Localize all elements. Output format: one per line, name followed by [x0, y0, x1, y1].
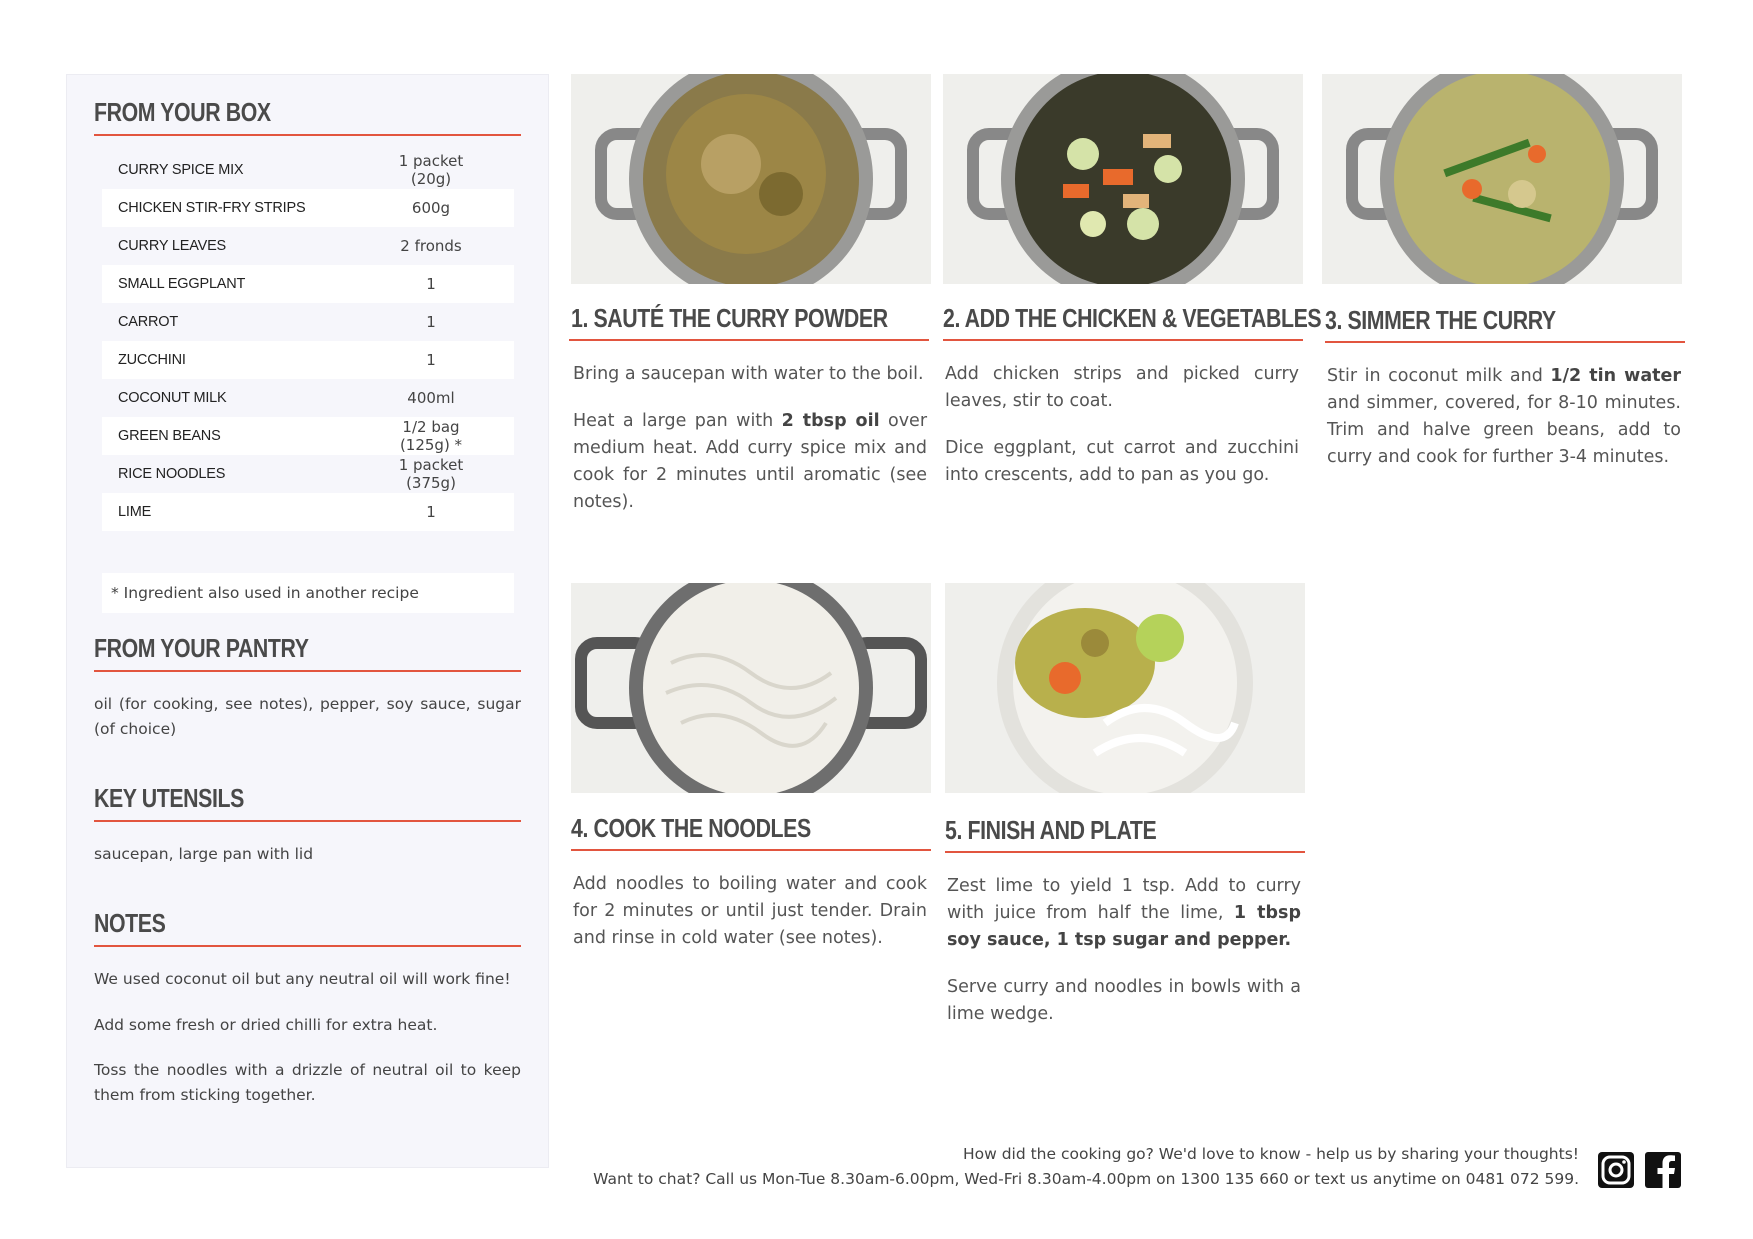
step-5-title: 5. FINISH AND PLATE	[945, 815, 1157, 845]
ingredient-qty: 1	[426, 313, 436, 331]
note-item: Toss the noodles with a drizzle of neutral oil to keep them from sticking together.	[94, 1061, 521, 1104]
step-5-body	[947, 873, 1301, 1048]
step-4-title: 4. COOK THE NOODLES	[571, 813, 811, 843]
step-3-title: 3. SIMMER THE CURRY	[1325, 305, 1556, 335]
step-rule	[1325, 341, 1685, 343]
note-item: We used coconut oil but any neutral oil will work fine!	[94, 970, 511, 988]
step-2-title: 2. ADD THE CHICKEN & VEGETABLES	[943, 303, 1322, 333]
step-3-photo	[1322, 74, 1682, 284]
step-3-body	[1327, 363, 1681, 491]
ingredient-row	[102, 417, 514, 455]
section-rule	[94, 670, 521, 672]
ingredient-row	[102, 151, 514, 189]
step-2-photo	[943, 74, 1303, 284]
text-run: Zest lime to yield 1 tsp. Add to curry with juice from half the lime,	[947, 876, 1301, 923]
from-your-pantry-title: FROM YOUR PANTRY	[94, 633, 309, 663]
section-rule	[94, 820, 521, 822]
note-item: Add some fresh or dried chilli for extra heat.	[94, 1016, 438, 1034]
ingredient-qty: 1	[426, 275, 436, 293]
step-2-body	[945, 361, 1299, 509]
ingredient-name: CHICKEN STIR-FRY STRIPS	[118, 200, 306, 216]
instagram-icon[interactable]	[1598, 1152, 1634, 1188]
ingredient-name: ZUCCHINI	[118, 352, 186, 368]
ingredient-qty: 1	[426, 351, 436, 369]
ingredient-row	[102, 265, 514, 303]
ingredient-name: COCONUT MILK	[118, 390, 227, 406]
step-4-paragraph: Add noodles to boiling water and cook for 2 minutes or until just tender. Drain and rinse in cold water (see notes).	[573, 874, 927, 948]
ingredient-row	[102, 379, 514, 417]
step-2-paragraph: Dice eggplant, cut carrot and zucchini into crescents, add to pan as you go.	[945, 438, 1299, 485]
key-utensils-title: KEY UTENSILS	[94, 783, 244, 813]
section-rule	[94, 945, 521, 947]
ingredients-panel	[66, 74, 549, 1168]
contact-text: Want to chat? Call us Mon-Tue 8.30am-6.00pm, Wed-Fri 8.30am-4.00pm on 1300 135 660 or text us anytime on 0481 072 599.	[593, 1170, 1579, 1188]
step-rule	[943, 339, 1303, 341]
ingredient-row	[102, 227, 514, 265]
ingredient-row	[102, 189, 514, 227]
step-5-paragraph: Serve curry and noodles in bowls with a lime wedge.	[947, 977, 1301, 1024]
ingredient-qty: 400ml	[407, 389, 455, 407]
notes-title: NOTES	[94, 908, 166, 938]
ingredient-row	[102, 493, 514, 531]
ingredient-qty: 600g	[411, 199, 451, 217]
feedback-text: How did the cooking go? We'd love to know - help us by sharing your thoughts!	[962, 1145, 1579, 1163]
ingredient-qty: 1/2 bag (125g) *	[399, 418, 463, 454]
bold-run: 1/2 tin water	[1550, 366, 1682, 386]
ingredient-name: CURRY LEAVES	[118, 238, 227, 254]
ingredient-name: CURRY SPICE MIX	[118, 162, 244, 178]
step-1-paragraph: Bring a saucepan with water to the boil.	[573, 364, 924, 384]
ingredient-row	[102, 341, 514, 379]
ingredient-name: LIME	[118, 504, 152, 520]
footer-contact	[593, 1142, 1579, 1192]
text-run: and simmer, covered, for 8-10 minutes. Trim and halve green beans, add to curry and cook for further 3-4 minutes.	[1327, 393, 1681, 467]
ingredient-qty: 1	[426, 503, 436, 521]
section-rule	[94, 134, 521, 136]
text-run: Stir in coconut milk and	[1327, 366, 1551, 386]
step-4-body	[573, 871, 927, 972]
step-rule	[569, 339, 929, 341]
ingredient-row	[102, 303, 514, 341]
text-run: Heat a large pan with	[573, 411, 782, 431]
step-5-paragraph	[947, 873, 1301, 954]
ingredient-name: SMALL EGGPLANT	[118, 276, 246, 292]
step-2-paragraph: Add chicken strips and picked curry leaves, stir to coat.	[945, 364, 1299, 411]
bold-run: 2 tbsp oil	[781, 411, 880, 431]
facebook-icon[interactable]	[1645, 1152, 1681, 1188]
step-rule	[945, 851, 1305, 853]
ingredient-name: GREEN BEANS	[118, 428, 221, 444]
step-1-title: 1. SAUTÉ THE CURRY POWDER	[571, 303, 888, 333]
pantry-text: oil (for cooking, see notes), pepper, soy sauce, sugar (of choice)	[94, 695, 521, 738]
step-1-photo	[571, 74, 931, 284]
ingredient-list	[102, 151, 514, 531]
ingredient-row	[102, 455, 514, 493]
step-4-photo	[571, 583, 931, 793]
step-5-photo	[945, 583, 1305, 793]
ingredient-qty: 1 packet (20g)	[398, 152, 464, 188]
text-run: over medium heat. Add curry spice mix and cook for 2 minutes until aromatic (see notes).	[573, 411, 928, 512]
utensils-text: saucepan, large pan with lid	[94, 845, 314, 863]
step-1-paragraph	[573, 408, 927, 516]
ingredient-qty: 1 packet (375g)	[398, 456, 464, 492]
ingredient-name: RICE NOODLES	[118, 466, 226, 482]
step-rule	[571, 849, 931, 851]
bold-run: 1 tbsp soy sauce, 1 tsp sugar and pepper.	[947, 903, 1301, 950]
ingredient-footnote: * Ingredient also used in another recipe	[102, 573, 514, 613]
step-1-body	[573, 361, 927, 536]
step-3-paragraph	[1327, 363, 1681, 471]
ingredient-name: CARROT	[118, 314, 179, 330]
from-your-box-title: FROM YOUR BOX	[94, 97, 271, 127]
ingredient-qty: 2 fronds	[400, 237, 462, 255]
